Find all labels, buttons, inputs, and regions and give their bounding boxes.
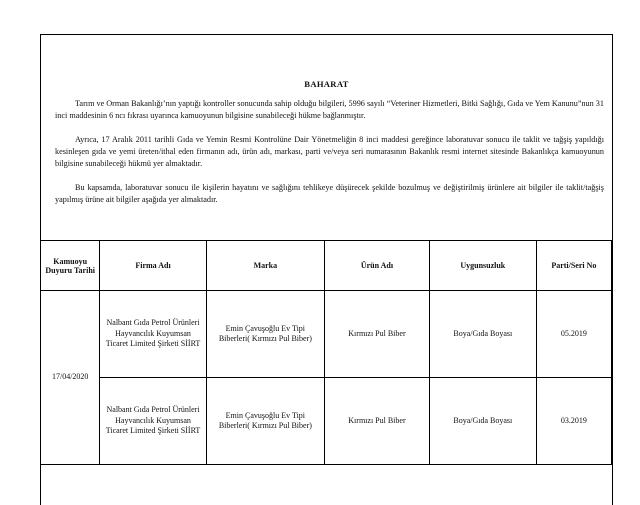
- announcement-table: [40, 240, 612, 465]
- header-brand: Marka: [206, 241, 324, 291]
- nonconformity-cell: Boya/Gıda Boyası: [429, 291, 536, 378]
- brand-cell: Emin Çavuşoğlu Ev Tipi Biberleri( Kırmızı Pul Biber): [206, 291, 324, 378]
- table-row: [41, 291, 612, 378]
- paragraph-regulation: Ayrıca, 17 Aralık 2011 tarihli Gıda ve Yemin Resmi Kontrolüne Dair Yönetmeliğin 8 inci maddesi gereğince laboratuvar sonucu ile taklit ve tağşiş yapıldığı kesinleşen gıda ve yemi üreten/ithal eden firmanın adı, ürün adı, markası, parti ve/veya seri numarasının Bakanlık resmi internet sitesinde Bakanlıkça kamuoyunun bilgisine sunabileceği hükmü yer almaktadır.: [55, 135, 604, 168]
- batch-number-cell: 03.2019: [536, 378, 611, 465]
- header-company-name: Firma Adı: [100, 241, 206, 291]
- document-title: BAHARAT: [304, 79, 349, 89]
- table-row: [41, 378, 612, 465]
- paragraph-scope: Bu kapsamda, laboratuvar sonucu ile kişilerin hayatını ve sağlığını tehlikeye düşürecek şekilde bozulmuş ve değiştirilmiş ürünlere ait bilgiler ile taklit/tağşiş yapılmış ürüne ait bilgiler aşağıda yer almaktadır.: [55, 183, 604, 204]
- paragraph-law-reference: Tarım ve Orman Bakanlığı’nın yaptığı kontroller sonucunda sahip olduğu bilgileri, 5996 sayılı “Veteriner Hizmetleri, Bitki Sağlığı, Gıda ve Yem Kanunu”nun 31 inci maddesinin 6 ncı fıkrası uyarınca kamuoyunun bilgisine sunabileceği hükme bağlanmıştır.: [55, 99, 604, 120]
- batch-number-cell: 05.2019: [536, 291, 611, 378]
- announcement-date-cell: 17/04/2020: [41, 291, 100, 465]
- company-name-cell: Nalbant Gıda Petrol Ürünleri Hayvancılık Kuyumsan Ticaret Limited Şirketi SİİRT: [100, 378, 206, 465]
- brand-cell: Emin Çavuşoğlu Ev Tipi Biberleri( Kırmızı Pul Biber): [206, 378, 324, 465]
- document-frame: [40, 34, 613, 505]
- table-header-row: [41, 241, 612, 291]
- company-name-cell: Nalbant Gıda Petrol Ürünleri Hayvancılık Kuyumsan Ticaret Limited Şirketi SİİRT: [100, 291, 206, 378]
- product-name-cell: Kırmızı Pul Biber: [325, 291, 430, 378]
- header-batch-number: Parti/Seri No: [536, 241, 611, 291]
- header-announcement-date: Kamuoyu Duyuru Tarihi: [41, 241, 100, 291]
- header-nonconformity: Uygunsuzluk: [429, 241, 536, 291]
- nonconformity-cell: Boya/Gıda Boyası: [429, 378, 536, 465]
- product-name-cell: Kırmızı Pul Biber: [325, 378, 430, 465]
- header-product-name: Ürün Adı: [325, 241, 430, 291]
